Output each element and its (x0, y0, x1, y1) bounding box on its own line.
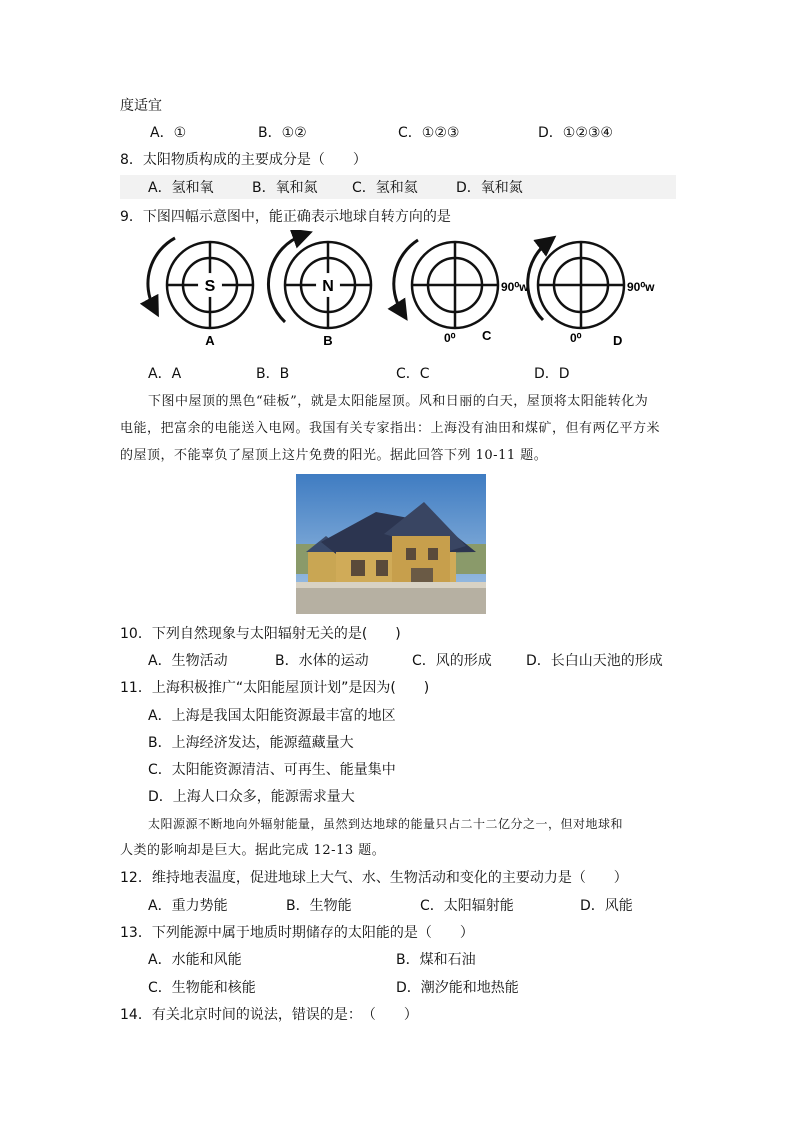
q13-option-b[interactable]: B．煤和石油 (396, 952, 476, 968)
passage1-line-3: 的屋顶，不能辜负了屋顶上这片免费的阳光。据此回答下列 10-11 题。 (120, 448, 548, 463)
q9-option-b[interactable]: B．B (256, 366, 290, 382)
q8-option-b[interactable]: B．氧和氮 (252, 180, 318, 196)
q10-stem: 10．下列自然现象与太阳辐射无关的是( ) (120, 626, 401, 642)
passage1-line-1: 下图中屋顶的黑色“硅板”，就是太阳能屋顶。风和日丽的白天，屋顶将太阳能转化为 (148, 394, 649, 409)
q14-stem: 14．有关北京时间的说法，错误的是： （ ） (120, 1007, 418, 1023)
prev-question-tail: 度适宜 (120, 98, 162, 114)
q13-option-a[interactable]: A．水能和风能 (148, 952, 242, 968)
q9-stem: 9．下图四幅示意图中，能正确表示地球自转方向的是 (120, 209, 451, 225)
q9-option-d[interactable]: D．D (534, 366, 570, 382)
q8-stem: 8．太阳物质构成的主要成分是（ ） (120, 152, 367, 168)
q11-option-d[interactable]: D．上海人口众多，能源需求量大 (148, 789, 355, 805)
q10-option-a[interactable]: A．生物活动 (148, 653, 228, 669)
q11-stem: 11．上海积极推广“太阳能屋顶计划”是因为( ) (120, 680, 430, 696)
q12-option-a[interactable]: A．重力势能 (148, 898, 228, 914)
q9-option-c[interactable]: C．C (396, 366, 430, 382)
diagram-c-label: C (482, 328, 492, 343)
q10-option-d[interactable]: D．长白山天池的形成 (526, 653, 663, 669)
diagram-d-bottom-label: 0⁰ (570, 331, 582, 345)
diagram-b (268, 235, 371, 348)
q11-option-c[interactable]: C．太阳能资源清洁、可再生、能量集中 (148, 762, 396, 778)
diagram-a (148, 238, 253, 348)
q12-stem: 12．维持地表温度，促进地球上大气、水、生物活动和变化的主要动力是（ ） (120, 870, 628, 886)
passage2-line-1: 太阳源源不断地向外辐射能量，虽然到达地球的能量只占二十二亿分之一，但对地球和 (148, 817, 624, 831)
diagram-a-center-label: S (204, 278, 216, 295)
q12-option-d[interactable]: D．风能 (580, 898, 633, 914)
q7-option-c[interactable]: C．①②③ (398, 125, 460, 141)
q13-option-d[interactable]: D．潮汐能和地热能 (396, 980, 519, 996)
diagram-d (528, 242, 655, 348)
diagram-d-label: D (613, 333, 623, 348)
passage2-line-2: 人类的影响却是巨大。据此完成 12-13 题。 (120, 843, 386, 858)
q11-option-a[interactable]: A．上海是我国太阳能资源最丰富的地区 (148, 708, 396, 724)
q13-option-c[interactable]: C．生物能和核能 (148, 980, 256, 996)
q12-option-c[interactable]: C．太阳辐射能 (420, 898, 514, 914)
diagram-b-label: B (323, 333, 333, 348)
q10-option-b[interactable]: B．水体的运动 (275, 653, 369, 669)
q9-option-a[interactable]: A．A (148, 366, 182, 382)
diagram-c (394, 240, 529, 345)
q8-option-d[interactable]: D．氧和氮 (456, 180, 523, 196)
q7-option-a[interactable]: A．① (150, 125, 187, 141)
diagram-d-side-label: 90⁰w (627, 280, 655, 294)
q10-option-c[interactable]: C．风的形成 (412, 653, 492, 669)
diagram-a-label: A (205, 333, 215, 348)
q11-option-b[interactable]: B．上海经济发达，能源蕴藏量大 (148, 735, 354, 751)
q8-option-a[interactable]: A．氢和氧 (148, 180, 214, 196)
passage1-line-2: 电能，把富余的电能送入电网。我国有关专家指出：上海没有油田和煤矿，但有两亿平方米 (120, 421, 661, 436)
q7-option-b[interactable]: B．①② (258, 125, 307, 141)
q13-stem: 13．下列能源中属于地质时期储存的太阳能的是（ ） (120, 925, 474, 941)
q9-earth-rotation-figure (140, 230, 680, 355)
solar-roof-house-photo (296, 474, 486, 614)
q8-option-c[interactable]: C．氢和氦 (352, 180, 418, 196)
diagram-b-center-label: N (322, 278, 334, 295)
q12-option-b[interactable]: B．生物能 (286, 898, 352, 914)
q7-option-d[interactable]: D．①②③④ (538, 125, 613, 141)
diagram-c-bottom-label: 0⁰ (444, 331, 456, 345)
diagram-c-side-label: 90⁰w (501, 280, 529, 294)
